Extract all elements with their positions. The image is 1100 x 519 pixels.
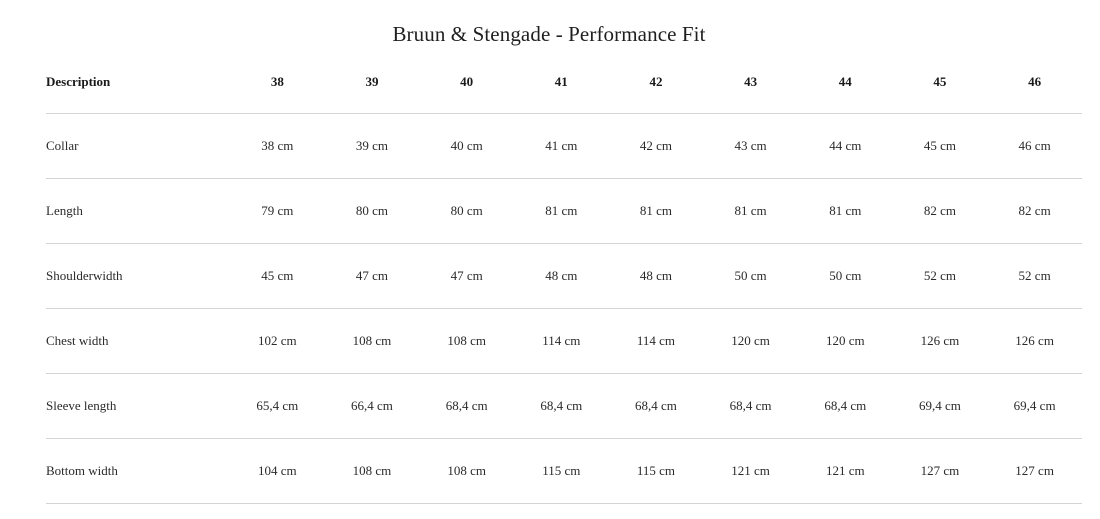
row-label: Bottom width	[46, 439, 230, 504]
measurement-cell: 40 cm	[419, 114, 514, 179]
size-header: 45	[893, 50, 988, 114]
measurement-cell: 81 cm	[798, 179, 893, 244]
measurement-cell: 108 cm	[419, 309, 514, 374]
measurement-cell: 114 cm	[609, 309, 704, 374]
measurement-cell: 68,4 cm	[419, 374, 514, 439]
table-row	[46, 179, 1082, 244]
measurement-cell: 46 cm	[987, 114, 1082, 179]
measurement-cell: 69,4 cm	[987, 374, 1082, 439]
measurement-cell: 79 cm	[230, 179, 325, 244]
measurement-cell: 127 cm	[987, 439, 1082, 504]
size-header: 40	[419, 50, 514, 114]
measurement-cell: 102 cm	[230, 309, 325, 374]
measurement-cell: 39 cm	[325, 114, 420, 179]
measurement-cell: 108 cm	[419, 439, 514, 504]
size-header: 44	[798, 50, 893, 114]
measurement-cell: 81 cm	[514, 179, 609, 244]
row-label: Collar	[46, 114, 230, 179]
measurement-cell: 68,4 cm	[798, 374, 893, 439]
measurement-cell: 115 cm	[609, 439, 704, 504]
measurement-cell: 45 cm	[893, 114, 988, 179]
measurement-cell: 38 cm	[230, 114, 325, 179]
measurement-cell: 126 cm	[893, 309, 988, 374]
measurement-cell: 120 cm	[703, 309, 798, 374]
row-label: Chest width	[46, 309, 230, 374]
row-label: Shoulderwidth	[46, 244, 230, 309]
size-header: 46	[987, 50, 1082, 114]
measurement-cell: 43 cm	[703, 114, 798, 179]
measurement-cell: 80 cm	[419, 179, 514, 244]
measurement-cell: 108 cm	[325, 309, 420, 374]
measurement-cell: 42 cm	[609, 114, 704, 179]
measurement-cell: 48 cm	[609, 244, 704, 309]
size-table	[46, 50, 1082, 504]
measurement-cell: 47 cm	[419, 244, 514, 309]
measurement-cell: 48 cm	[514, 244, 609, 309]
measurement-cell: 126 cm	[987, 309, 1082, 374]
page-title: Bruun & Stengade - Performance Fit	[392, 22, 706, 46]
measurement-cell: 45 cm	[230, 244, 325, 309]
measurement-cell: 68,4 cm	[703, 374, 798, 439]
measurement-cell: 120 cm	[798, 309, 893, 374]
size-header: 39	[325, 50, 420, 114]
measurement-cell: 47 cm	[325, 244, 420, 309]
size-header: 38	[230, 50, 325, 114]
row-label: Length	[46, 179, 230, 244]
measurement-cell: 127 cm	[893, 439, 988, 504]
measurement-cell: 104 cm	[230, 439, 325, 504]
measurement-cell: 66,4 cm	[325, 374, 420, 439]
measurement-cell: 65,4 cm	[230, 374, 325, 439]
measurement-cell: 68,4 cm	[609, 374, 704, 439]
measurement-cell: 52 cm	[987, 244, 1082, 309]
measurement-cell: 121 cm	[798, 439, 893, 504]
header-row	[46, 50, 1082, 114]
table-row	[46, 374, 1082, 439]
measurement-cell: 50 cm	[798, 244, 893, 309]
measurement-cell: 44 cm	[798, 114, 893, 179]
size-header: 42	[609, 50, 704, 114]
measurement-cell: 41 cm	[514, 114, 609, 179]
measurement-cell: 82 cm	[987, 179, 1082, 244]
measurement-cell: 115 cm	[514, 439, 609, 504]
measurement-cell: 108 cm	[325, 439, 420, 504]
table-row	[46, 309, 1082, 374]
table-row	[46, 114, 1082, 179]
measurement-cell: 69,4 cm	[893, 374, 988, 439]
size-header: 43	[703, 50, 798, 114]
measurement-cell: 50 cm	[703, 244, 798, 309]
description-header: Description	[46, 50, 230, 114]
table-row	[46, 439, 1082, 504]
measurement-cell: 81 cm	[609, 179, 704, 244]
table-row	[46, 244, 1082, 309]
measurement-cell: 80 cm	[325, 179, 420, 244]
measurement-cell: 81 cm	[703, 179, 798, 244]
measurement-cell: 82 cm	[893, 179, 988, 244]
measurement-cell: 52 cm	[893, 244, 988, 309]
row-label: Sleeve length	[46, 374, 230, 439]
measurement-cell: 68,4 cm	[514, 374, 609, 439]
measurement-cell: 121 cm	[703, 439, 798, 504]
size-header: 41	[514, 50, 609, 114]
measurement-cell: 114 cm	[514, 309, 609, 374]
